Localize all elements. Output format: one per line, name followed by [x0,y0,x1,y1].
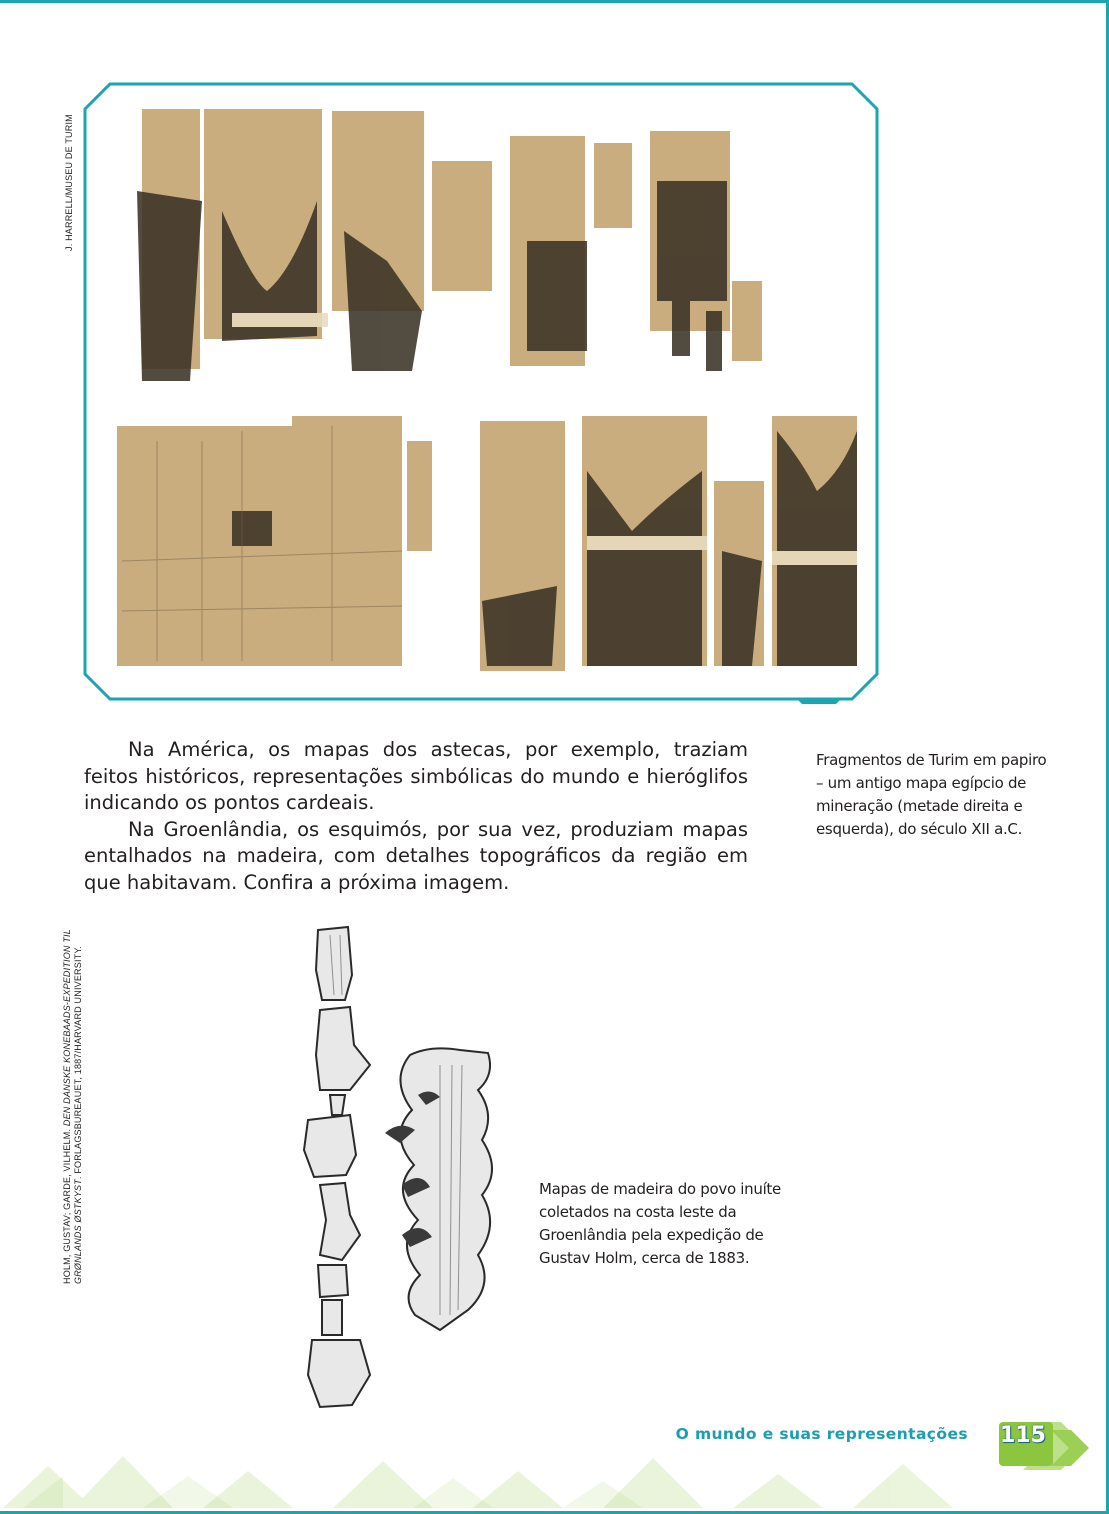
photo-credit-turin: J. HARRELL/MUSEU DE TURIM [64,114,74,251]
credit-title-1: DEN DANSKE KONEBAADS-EXPEDITION TIL [62,929,72,1127]
credit-publisher: . FORLAGSBUREAUET, 1887/HARVARD UNIVERSITY. [73,945,83,1180]
paragraph-america: Na América, os mapas dos astecas, por exemplo, traziam feitos históricos, representações simbólicas do mundo e hieróglifos indicando os pontos cardeais. [84,738,748,814]
caption-turin: Fragmentos de Turim em papiro – um antigo mapa egípcio de mineração (metade direita e esquerda), do século XII a.C. [816,751,1047,838]
inuit-wooden-maps-drawing [290,915,530,1425]
body-text [84,737,748,896]
photo-credit-inuit [62,929,84,1284]
credit-title-2: GRØNLANDS ØSTKYST [73,1179,83,1284]
paragraph-groenlandia: Na Groenlândia, os esquimós, por sua vez, produziam mapas entalhados na madeira, com detalhes topográficos da região em que habitavam. Confira a próxima imagem. [84,817,748,894]
caption-inuit: Mapas de madeira do povo inuíte coletados na costa leste da Groenlândia pela expedição de Gustav Holm, cerca de 1883. [539,1180,781,1267]
chapter-title: O mundo e suas representações [675,1425,968,1443]
page-number: 115 [1000,1423,1046,1448]
credit-authors: HOLM, GUSTAV; GARDE, VILHELM. [62,1126,72,1284]
turin-papyrus-photo [82,81,880,704]
